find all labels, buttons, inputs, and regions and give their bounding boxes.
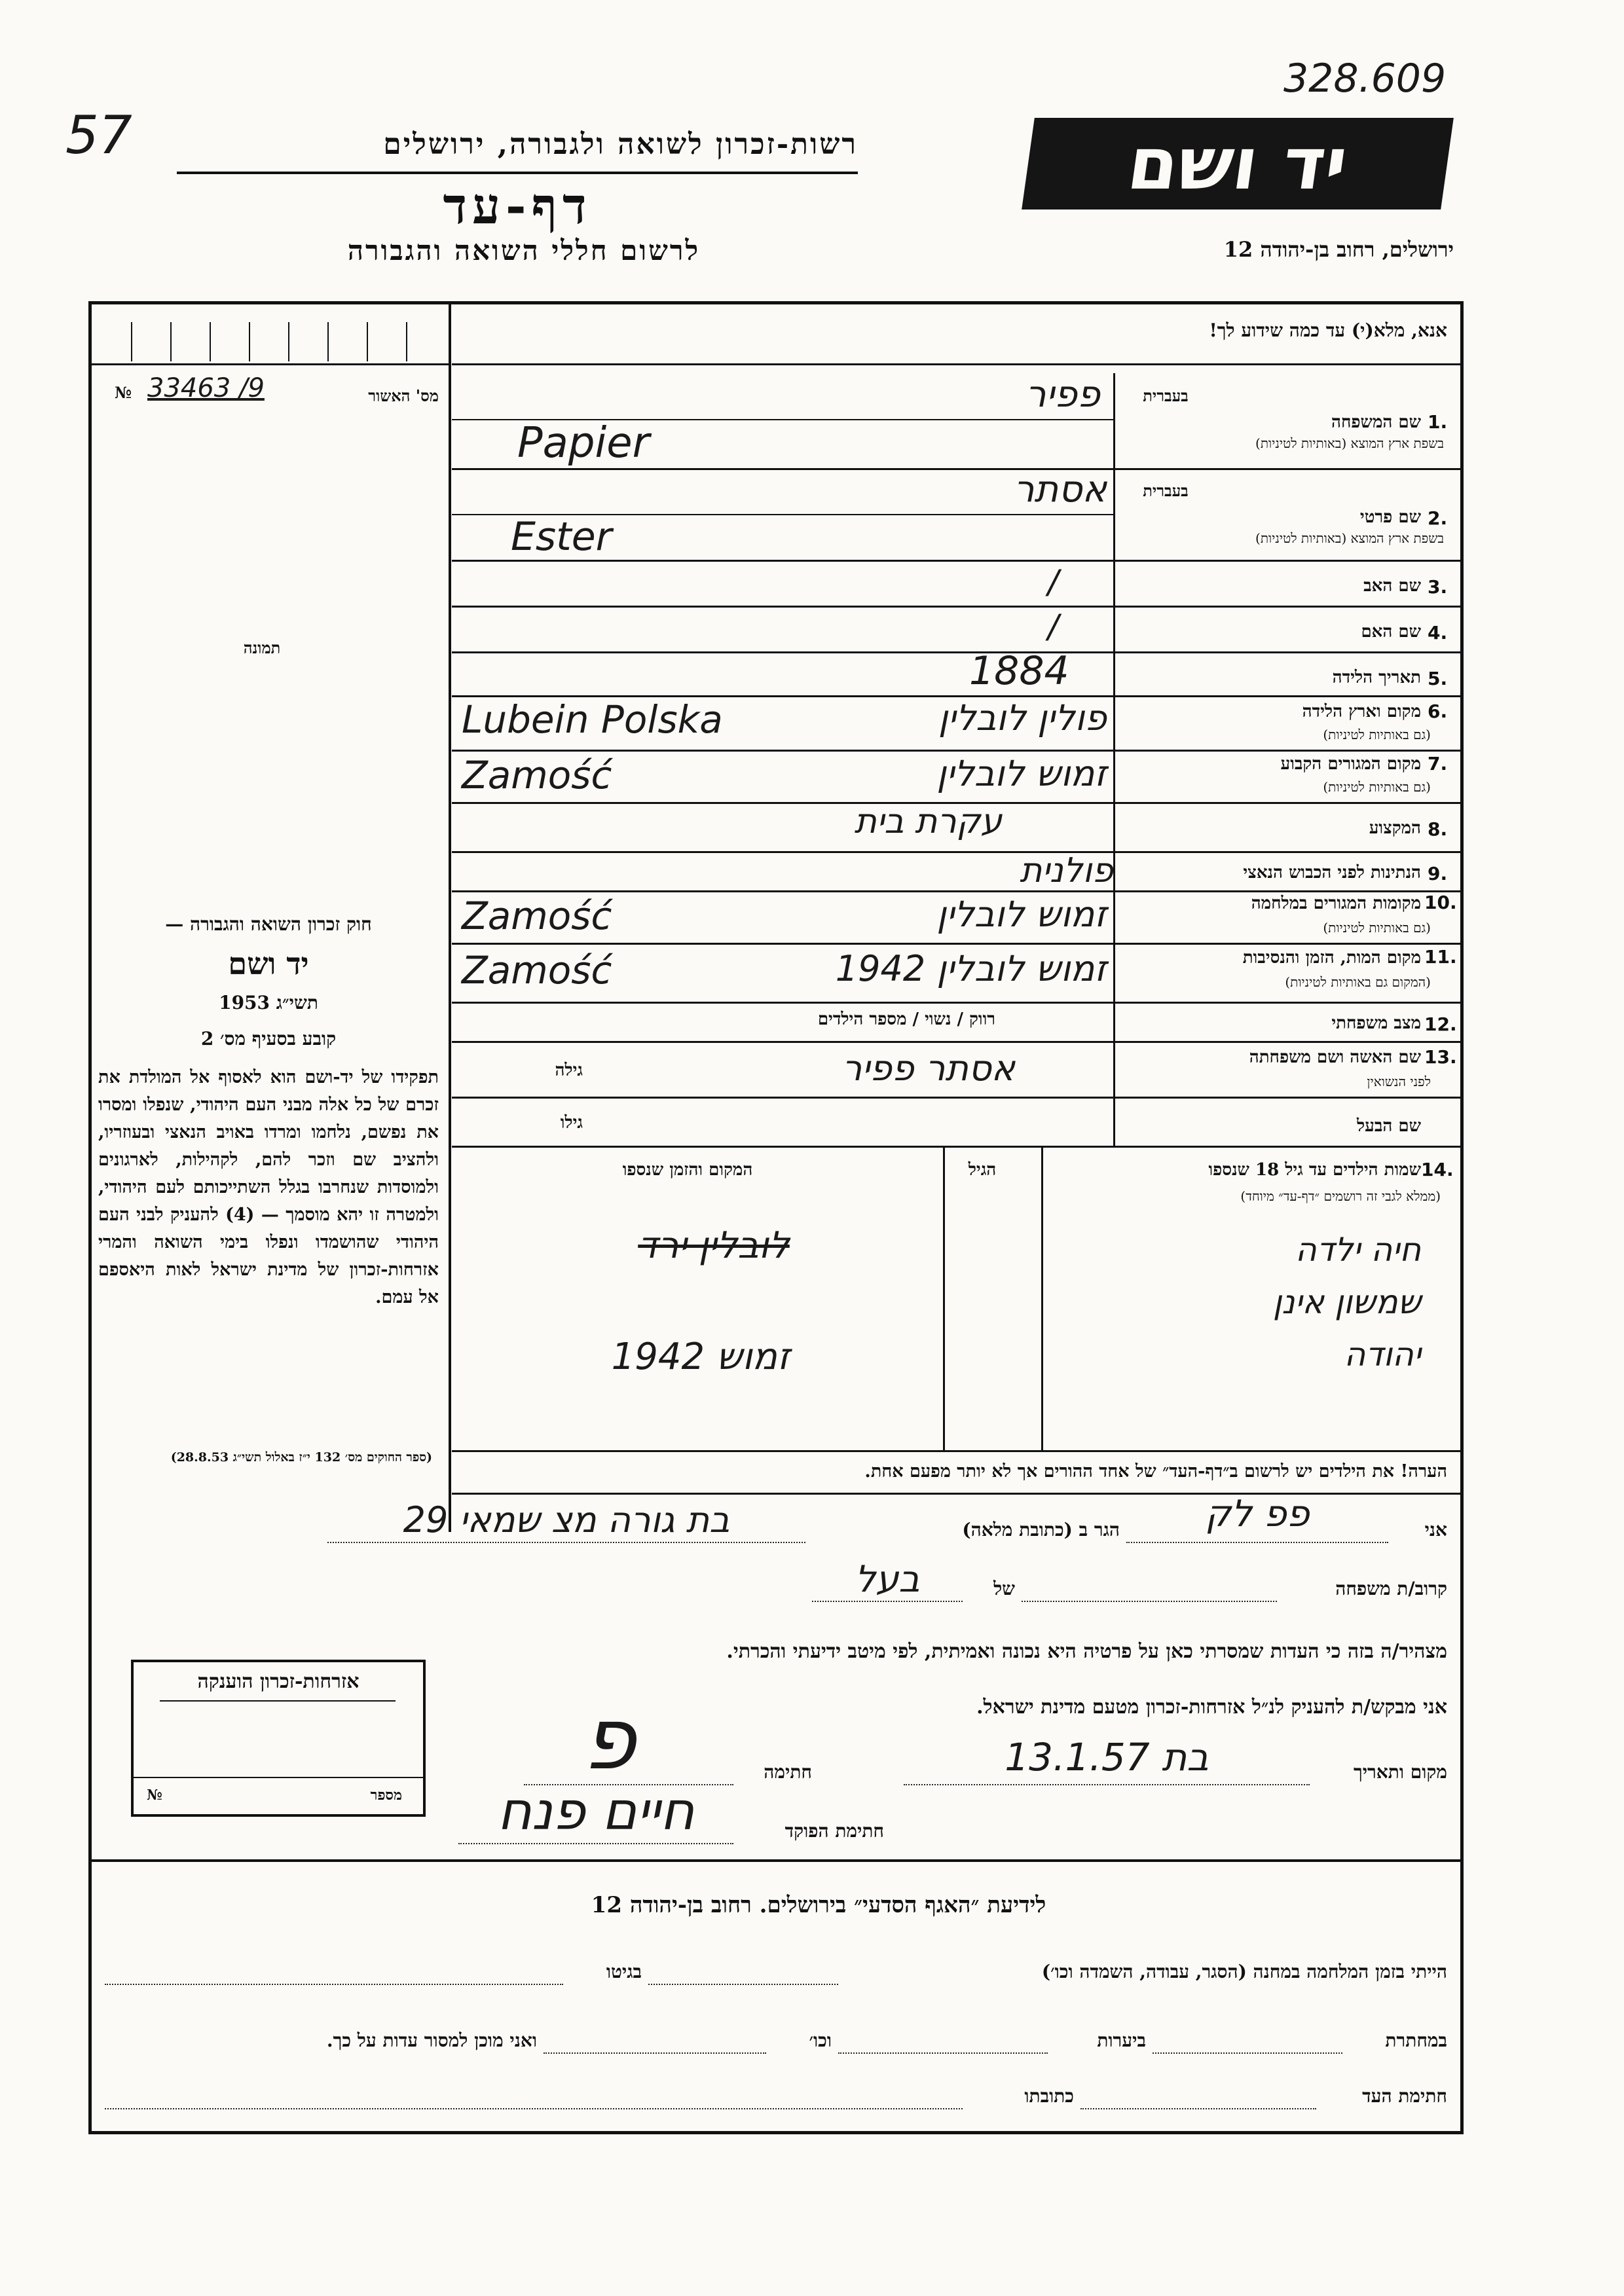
field-10-label: מקומות המגורים במלחמה xyxy=(1251,894,1421,913)
field-6-num: 6. xyxy=(1428,701,1448,722)
law-year xyxy=(95,992,442,1014)
field-4-num: 4. xyxy=(1428,622,1448,644)
declarant-relation-label: קרוב/ת משפחה xyxy=(1335,1578,1447,1599)
field-1-label: שם המשפחה xyxy=(1331,412,1421,432)
cert-box-no: № xyxy=(147,1787,162,1804)
field-8-num: 8. xyxy=(1428,818,1448,840)
declarant-relation: בעל xyxy=(855,1558,920,1601)
authority-name: רשות-זכרון לשואה ולגבורה, ירושלים xyxy=(383,128,858,161)
declaration-text: מצהיר/ה בזה כי העדות שמסרתי כאן על פרטיה היא נכונה ואמיתית, לפי מיטב ידיעתי והכרתי. xyxy=(726,1640,1447,1663)
field-10-num: 10. xyxy=(1424,892,1457,913)
footer-line3-b: כתובתו xyxy=(1024,2085,1074,2107)
field-13-num: 13. xyxy=(1424,1046,1457,1068)
request-text: אני מבקש/ת להעניק לנ״ל אזרחות-זכרון מטעם מדינת ישראל. xyxy=(976,1696,1447,1719)
field-6-label: מקום וארץ הלידה xyxy=(1302,702,1421,721)
law-year-he: תשי״ג xyxy=(276,992,318,1013)
field-11-value-he: זמוש לובלין 1942 xyxy=(835,948,1107,989)
child-3-name: יהודה xyxy=(1344,1336,1421,1374)
field-9-label: הנתינות לפני הכבוש הנאצי xyxy=(1243,863,1421,883)
cert-box xyxy=(131,1660,426,1817)
signature-label: חתימה xyxy=(764,1761,812,1783)
field-11-value-lat: Zamość xyxy=(462,948,612,993)
field-11-num: 11. xyxy=(1424,946,1457,968)
footer-line1-end: בגיטו xyxy=(606,1961,642,1982)
logo xyxy=(1022,118,1454,210)
field-10-value-he: זמוש לובלין xyxy=(936,894,1107,935)
field-10-sub: (גם באותיות לטיניות) xyxy=(1323,920,1431,936)
children-col-place: המקום והזמן שנספו xyxy=(622,1160,753,1180)
logo-text: יד ושם xyxy=(1122,122,1353,206)
cert-box-number-label: מספר xyxy=(370,1787,402,1804)
field-7-value-lat: Zamość xyxy=(462,753,612,797)
footer-line3-a: חתימת העד xyxy=(1362,2085,1447,2107)
law-name: יד ושם xyxy=(228,946,309,981)
field-2-value-lat: Ester xyxy=(511,514,612,560)
place-date-label: מקום ותאריך xyxy=(1353,1761,1447,1783)
field-5-label: תאריך הלידה xyxy=(1332,668,1421,687)
footer-line2-c: וכו׳ xyxy=(809,2030,832,2051)
husband-age-label: גילו xyxy=(560,1113,583,1133)
field-13-sub: לפני הנשואין xyxy=(1367,1074,1431,1089)
field-8-label: המקצוע xyxy=(1369,818,1421,838)
field-1-sub: בשפת ארץ המוצא (באותיות לטיניות) xyxy=(1255,435,1444,451)
approval-prefix: № xyxy=(115,383,132,402)
declarant-signature: פ xyxy=(583,1689,637,1789)
declarant-address-label: הגר ב (כתובת מלאה) xyxy=(962,1519,1120,1540)
field-7-label: מקום המגורים הקבוע xyxy=(1280,754,1421,774)
law-year-num: 1953 xyxy=(219,992,270,1013)
field-13-value: אסתר פפיר xyxy=(841,1048,1015,1089)
form-title: דף-עד xyxy=(443,177,592,235)
field-8-value: עקרת בית xyxy=(854,802,1002,841)
address: ירושלים, רחוב בן-יהודה 12 xyxy=(1223,237,1454,262)
field-4-value: / xyxy=(1048,608,1059,646)
footer-line1-start: הייתי בזמן המלחמה במחנה (הסגר, עבודה, השמדה וכו׳) xyxy=(1041,1961,1447,1982)
children-note: הערה! את הילדים יש לרשום ב״דף-העד״ של אחד ההורים אך לא יותר מפעם אחת. xyxy=(864,1461,1447,1482)
field-3-num: 3. xyxy=(1428,576,1448,598)
field-10-value-lat: Zamość xyxy=(462,894,612,938)
field-12-label: מצב משפחתי xyxy=(1331,1013,1421,1033)
field-2-sub: בשפת ארץ המוצא (באותיות לטיניות) xyxy=(1255,530,1444,546)
children-col-age: הגיל xyxy=(968,1160,997,1180)
place-date-value: בת 13.1.57 xyxy=(1005,1735,1209,1779)
field-7-num: 7. xyxy=(1428,753,1448,774)
law-clause: קובע בסעיף מס׳ 2 xyxy=(200,1028,337,1049)
field-1-value-he: פפיר xyxy=(1025,373,1100,416)
footer-heading: לידיעת ״האגף הסדעי״ בירושלים. רחוב בן-יהודה 12 xyxy=(591,1892,1046,1918)
declarant-name: פפ לק xyxy=(1205,1493,1310,1535)
child-2-name: שמשון אינן xyxy=(1272,1283,1421,1321)
field-9-value: פולנית xyxy=(1020,851,1113,890)
children-label: שמות הילדים עד גיל 18 שנספו xyxy=(1208,1160,1421,1180)
field-6-value-lat: Lubein Polska xyxy=(462,697,723,742)
field-1-lang: בעברית xyxy=(1143,386,1189,405)
declarant-ani: אני xyxy=(1424,1519,1447,1540)
field-7-value-he: זמוש לובלין xyxy=(936,753,1107,794)
child-1-name: חיה ילדה xyxy=(1295,1231,1421,1269)
field-13-label: שם האשה ושם משפחתה xyxy=(1249,1048,1421,1067)
officer-label: חתימת הפוקד xyxy=(784,1820,884,1842)
footer-line2-a: במחתרת xyxy=(1385,2030,1447,2051)
field-2-lang: בעברית xyxy=(1143,481,1189,500)
field-2-label: שם פרטי xyxy=(1359,507,1421,527)
approval-ticks xyxy=(111,322,445,361)
declarant-relation-of: של xyxy=(993,1578,1015,1599)
field-6-sub: (גם באותיות לטיניות) xyxy=(1323,727,1431,742)
intro-text: אנא, מלא(י) עד כמה שידוע לך! xyxy=(1209,319,1447,341)
field-2-value-he: אסתר xyxy=(1013,468,1107,511)
field-3-value: / xyxy=(1048,563,1059,601)
field-12-options: רווק / נשוי / מספר הילדים xyxy=(817,1010,995,1029)
field-1-value-lat: Papier xyxy=(517,419,650,467)
children-num: 14. xyxy=(1421,1159,1454,1180)
field-5-value: 1884 xyxy=(969,648,1069,694)
field-11-label: מקום המות, הזמן והנסיבות xyxy=(1242,948,1421,968)
field-12-num: 12. xyxy=(1424,1013,1457,1035)
field-4-label: שם האם xyxy=(1361,622,1421,642)
page-number: 57 xyxy=(65,105,132,166)
field-6-value-he: פולין לובלין xyxy=(938,697,1107,738)
law-title: חוק זכרון השואה והגבורה — xyxy=(165,913,372,935)
field-13-age-label: גילה xyxy=(555,1061,583,1080)
children-sub: (ממלא לגבי זה רושמים ״דף-עד״ מיוחד) xyxy=(1240,1188,1441,1204)
footer-line2-b: ביערות xyxy=(1097,2030,1146,2051)
field-1-num: 1. xyxy=(1428,411,1448,433)
photo-label: תמונה xyxy=(243,638,281,657)
field-11-sub: (המקום גם באותיות לטיניות) xyxy=(1285,974,1431,990)
law-ref: (ספר החוקים מס׳ 132 י״ז באלול תשי״ג 28.8.53) xyxy=(170,1450,432,1465)
child-1-place: לובלין ירד xyxy=(638,1224,790,1267)
field-9-num: 9. xyxy=(1428,863,1448,884)
approval-number: 33463 /9 xyxy=(147,373,265,403)
field-3-label: שם האב xyxy=(1363,576,1421,596)
child-3-place: זמוש 1942 xyxy=(611,1336,790,1378)
approval-label: מס' האשור xyxy=(368,386,439,405)
field-5-num: 5. xyxy=(1428,668,1448,689)
law-text: תפקידו של יד-ושם הוא לאסוף אל המולדת את זכרם של כל אלה מבני העם היהודי, שנפלו ומסרו את נפשם, נלחמו ומרדו באויב הנאצי ובעוזריו, ולהציב שם וזכר להם, לקהילות, לארגונים ולמוסדות שנחרבו בגלל השתייכותם לעם היהודי, ולמטרה זו יהא מוסמך — (4) להעניק לבני העם היהודי שהושמדו ונפלו בימי השואה והמרי אזרחות-זכרון של מדינת ישראל לאות היאספם אל עמם. xyxy=(98,1067,439,1307)
husband-label: שם הבעל xyxy=(1356,1116,1421,1136)
form-subtitle: לרשום חללי השואה והגבורה xyxy=(347,234,701,266)
field-7-sub: (גם באותיות לטיניות) xyxy=(1323,779,1431,795)
cert-box-title: אזרחות-זכרון הוענקה xyxy=(197,1670,360,1693)
declarant-address: בת גורה מצ שמאי 29 xyxy=(403,1499,730,1540)
footer-line2-d: ואני מוכן למסור עדות על כך. xyxy=(326,2030,537,2051)
officer-signature: חיים פנח xyxy=(497,1781,695,1842)
file-number: 328.609 xyxy=(1283,56,1447,101)
field-2-num: 2. xyxy=(1428,507,1448,529)
